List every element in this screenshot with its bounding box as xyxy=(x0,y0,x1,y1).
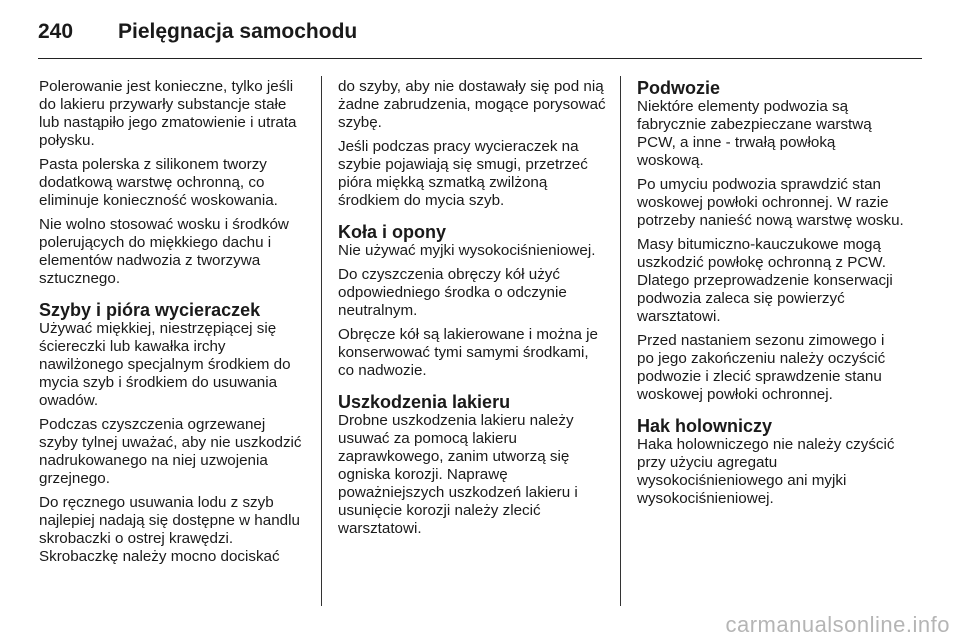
column-2 xyxy=(338,78,606,544)
paragraph: do szyby, aby nie dostawały się pod nią żadne zabrudzenia, mogące porysować szybę. xyxy=(338,78,606,131)
paragraph: Drobne uszkodzenia lakieru należy usuwać za pomocą lakieru zaprawkowego, zanim utworzą się ogniska korozji. Naprawę poważniejszych uszkodzeń lakieru i usunięcie korozji należy zlecić warsztatowi. xyxy=(338,412,578,537)
column-3 xyxy=(637,78,905,514)
paragraph: Niektóre elementy podwozia są fabrycznie zabezpieczane warstwą PCW, a inne - trwałą powłoką woskową. xyxy=(637,98,872,169)
column-divider-2 xyxy=(620,76,621,606)
paragraph: Masy bitumiczno-kauczukowe mogą uszkodzić powłokę ochronną z PCW. Dlatego przeprowadzenie konserwacji podwozia zaleca się powierzyć warsztatowi. xyxy=(637,236,893,325)
section-heading: Podwozie xyxy=(637,78,721,98)
header-divider xyxy=(38,58,922,59)
paragraph: Jeśli podczas pracy wycieraczek na szybie pojawiają się smugi, przetrzeć pióra miękką szmatką zwilżoną środkiem do mycia szyb. xyxy=(338,138,588,209)
section-heading: Szyby i pióra wycieraczek xyxy=(39,300,261,320)
paragraph: Haka holowniczego nie należy czyścić przy użyciu agregatu wysokociśnieniowego ani myjki wysokociśnieniowej. xyxy=(637,436,895,507)
paragraph: Używać miękkiej, niestrzępiącej się ściereczki lub kawałka irchy nawilżonego specjalnym środkiem do mycia szyb i środkiem do usuwania owadów. xyxy=(39,320,291,409)
section-heading: Koła i opony xyxy=(338,222,446,242)
section-heading: Uszkodzenia lakieru xyxy=(338,392,511,412)
watermark: carmanualsonline.info xyxy=(725,612,950,637)
paragraph: Podczas czyszczenia ogrzewanej szyby tylnej uważać, aby nie uszkodzić nadrukowanego na niej uzwojenia grzejnego. xyxy=(39,416,302,487)
section-heading: Hak holowniczy xyxy=(637,416,773,436)
paragraph: Obręcze kół są lakierowane i można je konserwować tymi samymi środkami, co nadwozie. xyxy=(338,326,598,379)
page-header xyxy=(38,14,922,50)
column-1 xyxy=(39,78,307,572)
paragraph: Po umyciu podwozia sprawdzić stan woskowej powłoki ochronnej. W razie potrzeby nanieść nową warstwę wosku. xyxy=(637,176,904,229)
page-number: 240 xyxy=(38,20,74,43)
paragraph: Polerowanie jest konieczne, tylko jeśli do lakieru przywarły substancje stałe lub nastąpiło jego zmatowienie i utrata połysku. xyxy=(39,78,297,149)
paragraph: Przed nastaniem sezonu zimowego i po jego zakończeniu należy oczyścić podwozie i zlecić sprawdzenie stanu woskowej powłoki ochronnej. xyxy=(637,332,886,403)
paragraph: Nie używać myjki wysokociśnieniowej. xyxy=(338,242,596,259)
paragraph: Nie wolno stosować wosku i środków polerujących do miękkiego dachu i elementów nadwozia z tworzywa sztucznego. xyxy=(39,216,289,287)
paragraph: Do ręcznego usuwania lodu z szyb najlepiej nadają się dostępne w handlu skrobaczki o ostrej krawędzi. Skrobaczkę należy mocno dociskać xyxy=(39,494,300,565)
column-divider-1 xyxy=(321,76,322,606)
paragraph: Do czyszczenia obręczy kół użyć odpowiedniego środka o odczynie neutralnym. xyxy=(338,266,567,319)
page-title: Pielęgnacja samochodu xyxy=(118,20,358,43)
paragraph: Pasta polerska z silikonem tworzy dodatkową warstwę ochronną, co eliminuje konieczność woskowania. xyxy=(39,156,278,209)
